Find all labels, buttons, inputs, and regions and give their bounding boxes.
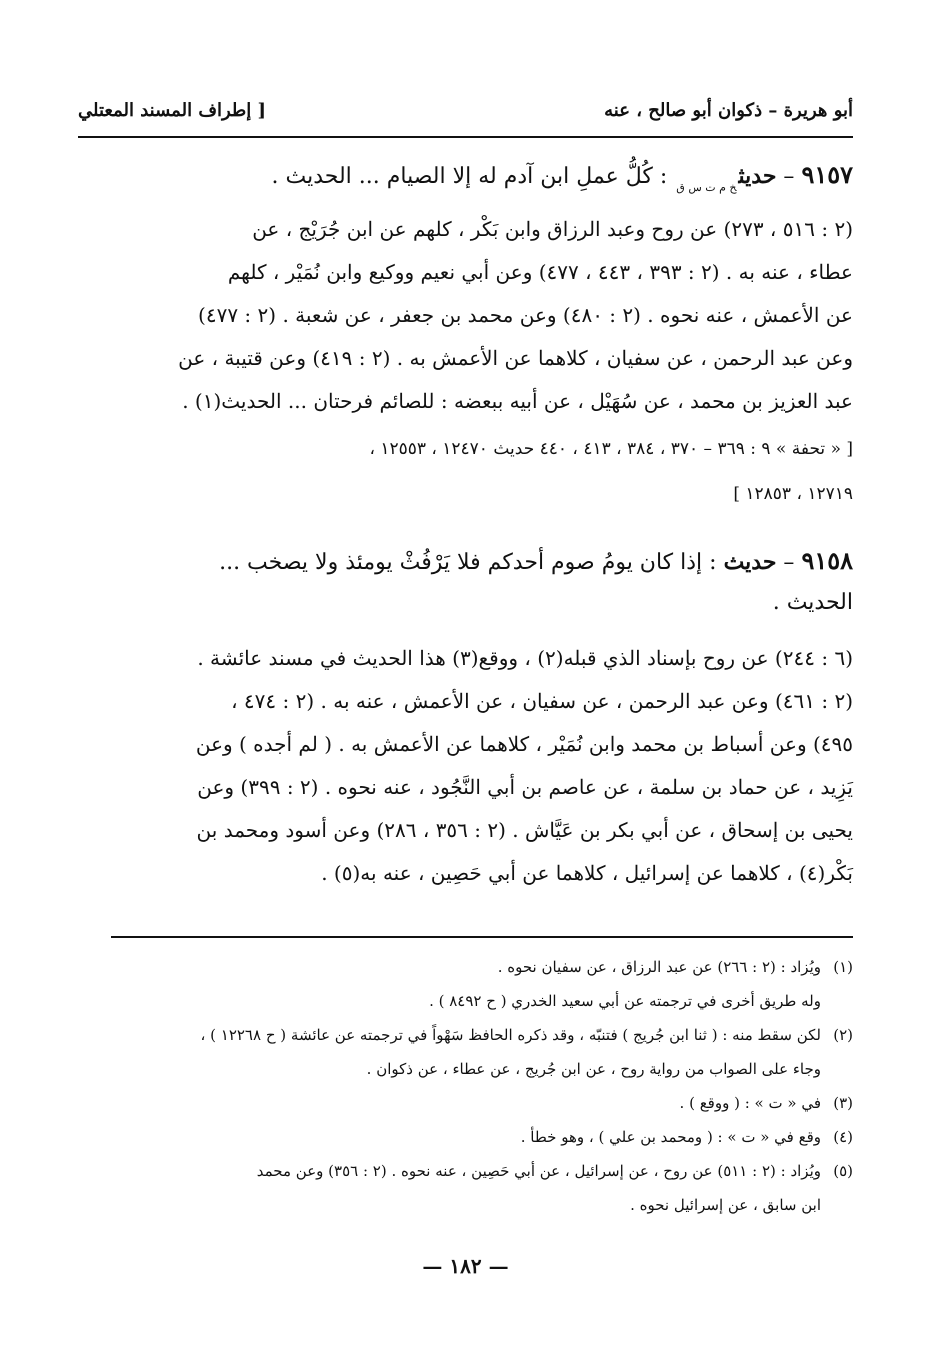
isnad-line: (٦ : ٢٤٤) عن روح بإسناد الذي قبله(٢) ، ووقع(٣) هذا الحديث في مسند عائشة .	[197, 646, 853, 670]
hadith-text: : إذا كان يومُ صوم أحدكم فلا يَرْفُثْ يومئذ ولا يصخب ...	[219, 550, 717, 575]
isnad-line: عن الأعمش ، عنه نحوه . (٢ : ٤٨٠) وعن محمد بن جعفر ، عن شعبة . (٢ : ٤٧٧)	[198, 303, 853, 327]
isnad-line: (٢ : ٤٦١) وعن عبد الرحمن ، عن سفيان ، عن الأعمش ، عنه به . (٢ : ٤٧٤ ،	[231, 689, 853, 713]
header-left-title: [ إطراف المسند المعتلي	[78, 99, 267, 121]
footnote	[78, 1120, 853, 1154]
hadith-text: : كُلُّ عملِ ابن آدم له إلا الصيام ... الحديث .	[271, 164, 668, 189]
isnad-line: يَزِيد ، عن حماد بن سلمة ، عن عاصم بن أبي النَّجُود ، عنه نحوه . (٢ : ٣٩٩) وعن	[197, 775, 853, 799]
footnote-divider	[111, 936, 853, 938]
footnote-label: (٣)	[833, 1094, 853, 1112]
isnad-line: يحيى بن إسحاق ، عن أبي بكر بن عَيَّاش . (٢ : ٣٥٦ ، ٢٨٦) وعن أسود ومحمد بن	[196, 818, 853, 842]
isnad-line: عبد العزيز بن محمد ، عن سُهَيْل ، عن أبيه ببعضه : للصائم فرحتان ... الحديث(١) .	[182, 389, 853, 413]
hadith-heading: ٩١٥٧ – حديث$_{خ م ت س ق}$ : كُلُّ عملِ ابن آدم له إلا الصيام ... الحديث .	[271, 160, 853, 194]
footnote-label: (٢)	[833, 1026, 853, 1044]
isnad-line: بَكْر(٤) ، كلاهما عن إسرائيل ، كلاهما عن أبي حَصِين ، عنه به(٥) .	[321, 861, 853, 885]
footnote-line: وجاء على الصواب من رواية روح ، عن ابن جُريج ، عن عطاء ، عن ذكوان .	[366, 1060, 821, 1078]
isnad-line: عطاء ، عنه به . (٢ : ٣٩٣ ، ٤٤٣ ، ٤٧٧) وعن أبي نعيم ووكيع وابن نُمَيْر ، كلهم	[227, 260, 853, 284]
footnote-label: (٥)	[833, 1162, 853, 1180]
main-text	[78, 155, 853, 895]
hadith-label: حديث	[738, 163, 777, 189]
hadith-sigla: خ م ت س ق	[676, 181, 737, 194]
footnote-label: (٤)	[833, 1128, 853, 1146]
footnote-line: ويُزاد : (٢ : ٥١١) عن روح ، عن إسرائيل ، عن أبي حَصِين ، عنه نحوه . (٢ : ٣٥٦) وعن محمد	[256, 1162, 821, 1180]
isnad-line: وعن عبد الرحمن ، عن سفيان ، كلاهما عن الأعمش به . (٢ : ٤١٩) وعن قتيبة ، عن	[178, 346, 853, 370]
hadith-text-continued: الحديث .	[772, 590, 853, 615]
footnotes	[78, 950, 853, 1222]
tuhfa-line: [ « تحفة » ٩ : ٣٦٩ – ٣٧٠ ، ٣٨٤ ، ٤١٣ ، ٤٤٠ حديث ١٢٤٧٠ ، ١٢٥٥٣ ،	[369, 439, 853, 459]
tuhfa-line: ١٢٧١٩ ، ١٢٨٥٣ ]	[733, 484, 853, 504]
running-header	[78, 90, 853, 130]
isnad-line: (٢ : ٥١٦ ، ٢٧٣) عن روح وعبد الرزاق وابن بَكْر ، كلهم عن ابن جُرَيْج ، عن	[252, 217, 853, 241]
footnote-line: ويُزاد : (٢ : ٢٦٦) عن عبد الرزاق ، عن سفيان نحوه .	[497, 958, 821, 976]
header-right-title: أبو هريرة – ذكوان أبو صالح ، عنه	[604, 99, 853, 121]
isnad-block	[78, 208, 853, 423]
hadith-heading: ٩١٥٨ – حديث : إذا كان يومُ صوم أحدكم فلا يَرْفُثْ يومئذ ولا يصخب ...	[219, 546, 853, 575]
footnote	[78, 1018, 853, 1086]
isnad-block	[78, 637, 853, 895]
page-number: — ١٨٢ —	[422, 1254, 509, 1278]
footnote	[78, 1154, 853, 1222]
footnote-line: ابن سابق ، عن إسرائيل نحوه .	[630, 1196, 821, 1214]
isnad-line: ٤٩٥) وعن أسباط بن محمد وابن نُمَيْر ، كلاهما عن الأعمش به . ( لم أجده ) وعن	[195, 732, 853, 756]
tuhfa-reference	[78, 427, 853, 517]
footnote-label: (١)	[833, 958, 853, 976]
footnote	[78, 950, 853, 1018]
footnote-line: لكن سقط منه : ( ثنا ابن جُريج ) فتنبّه ، وقد ذكره الحافظ سَهْواً في ترجمته عن عائشة ( ح ١٢٢٦٨ ) ،	[200, 1026, 821, 1044]
hadith-number: ٩١٥٧	[801, 160, 853, 189]
hadith-number: ٩١٥٨	[801, 546, 853, 575]
header-divider	[78, 136, 853, 138]
footnote	[78, 1086, 853, 1120]
footnote-line: في « ت » : ( ووقع ) .	[679, 1094, 821, 1112]
hadith-label: حديث	[723, 549, 777, 575]
footnote-line: وله طريق أخرى في ترجمته عن أبي سعيد الخدري ( ح ٨٤٩٢ ) .	[429, 992, 821, 1010]
footnote-line: وقع في « ت » : ( ومحمد بن علي ) ، وهو خطأ .	[520, 1128, 821, 1146]
